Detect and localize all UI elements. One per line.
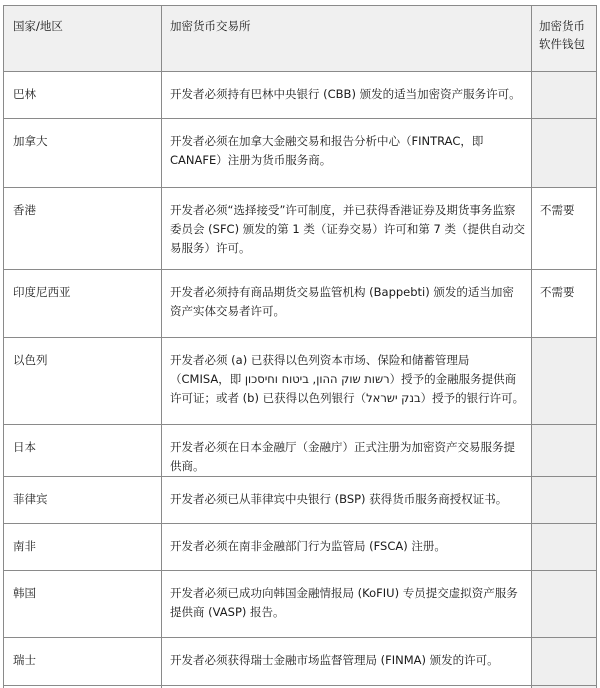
exchange-cell: 开发者必须在南非金融部门行为监管局 (FSCA) 注册。 [162,524,532,571]
exchange-cell: 开发者必须持有商品期货交易监管机构 (Bappebti) 颁发的适当加密资产实体交易者许可。 [162,270,532,338]
table-row [4,338,597,425]
wallet-cell [532,571,597,638]
region-cell: 韩国 [4,571,162,638]
table-row [4,477,597,524]
wallet-cell [532,524,597,571]
region-cell: 以色列 [4,338,162,425]
table-row [4,270,597,338]
region-cell: 香港 [4,188,162,270]
header-exchange: 加密货币交易所 [162,6,532,72]
region-cell: 巴林 [4,72,162,119]
exchange-cell: 开发者必须持有巴林中央银行 (CBB) 颁发的适当加密资产服务许可。 [162,72,532,119]
wallet-cell [532,477,597,524]
region-cell: 日本 [4,425,162,477]
table-row [4,571,597,638]
wallet-cell [532,425,597,477]
table-header-row [4,6,597,72]
exchange-cell: 开发者必须在加拿大金融交易和报告分析中心（FINTRAC，即 CANAFE）注册为货币服务商。 [162,119,532,188]
regulation-table [3,5,597,688]
wallet-cell [532,72,597,119]
exchange-cell: 开发者必须获得瑞士金融市场监督管理局 (FINMA) 颁发的许可。 [162,638,532,686]
table-row [4,638,597,686]
exchange-cell: 开发者必须“选择接受”许可制度，并已获得香港证券及期货事务监察委员会 (SFC) 颁发的第 1 类（证券交易）许可和第 7 类（提供自动交易服务）许可。 [162,188,532,270]
table-row [4,188,597,270]
wallet-cell: 不需要 [532,270,597,338]
table-row [4,72,597,119]
region-cell: 南非 [4,524,162,571]
table-row [4,119,597,188]
region-cell: 加拿大 [4,119,162,188]
table-row [4,425,597,477]
header-region: 国家/地区 [4,6,162,72]
table-row [4,524,597,571]
exchange-cell: 开发者必须在日本金融厅（金融庁）正式注册为加密资产交易服务提供商。 [162,425,532,477]
region-cell: 瑞士 [4,638,162,686]
exchange-cell: 开发者必须已从菲律宾中央银行 (BSP) 获得货币服务商授权证书。 [162,477,532,524]
wallet-cell [532,338,597,425]
wallet-cell: 不需要 [532,188,597,270]
header-wallet: 加密货币软件钱包 [532,6,597,72]
wallet-cell [532,119,597,188]
exchange-cell: 开发者必须已成功向韩国金融情报局 (KoFIU) 专员提交虚拟资产服务提供商 (VASP) 报告。 [162,571,532,638]
region-cell: 印度尼西亚 [4,270,162,338]
region-cell: 菲律宾 [4,477,162,524]
exchange-cell: 开发者必须 (a) 已获得以色列资本市场、保险和储蓄管理局（CMISA，即 רשות שוק ההון, ביטוח וחיסכון）授予的金融服务提供商许可证；或者 (b) 已获得以色列银行（בנק ישראל）授予的银行许可。 [162,338,532,425]
wallet-cell [532,638,597,686]
